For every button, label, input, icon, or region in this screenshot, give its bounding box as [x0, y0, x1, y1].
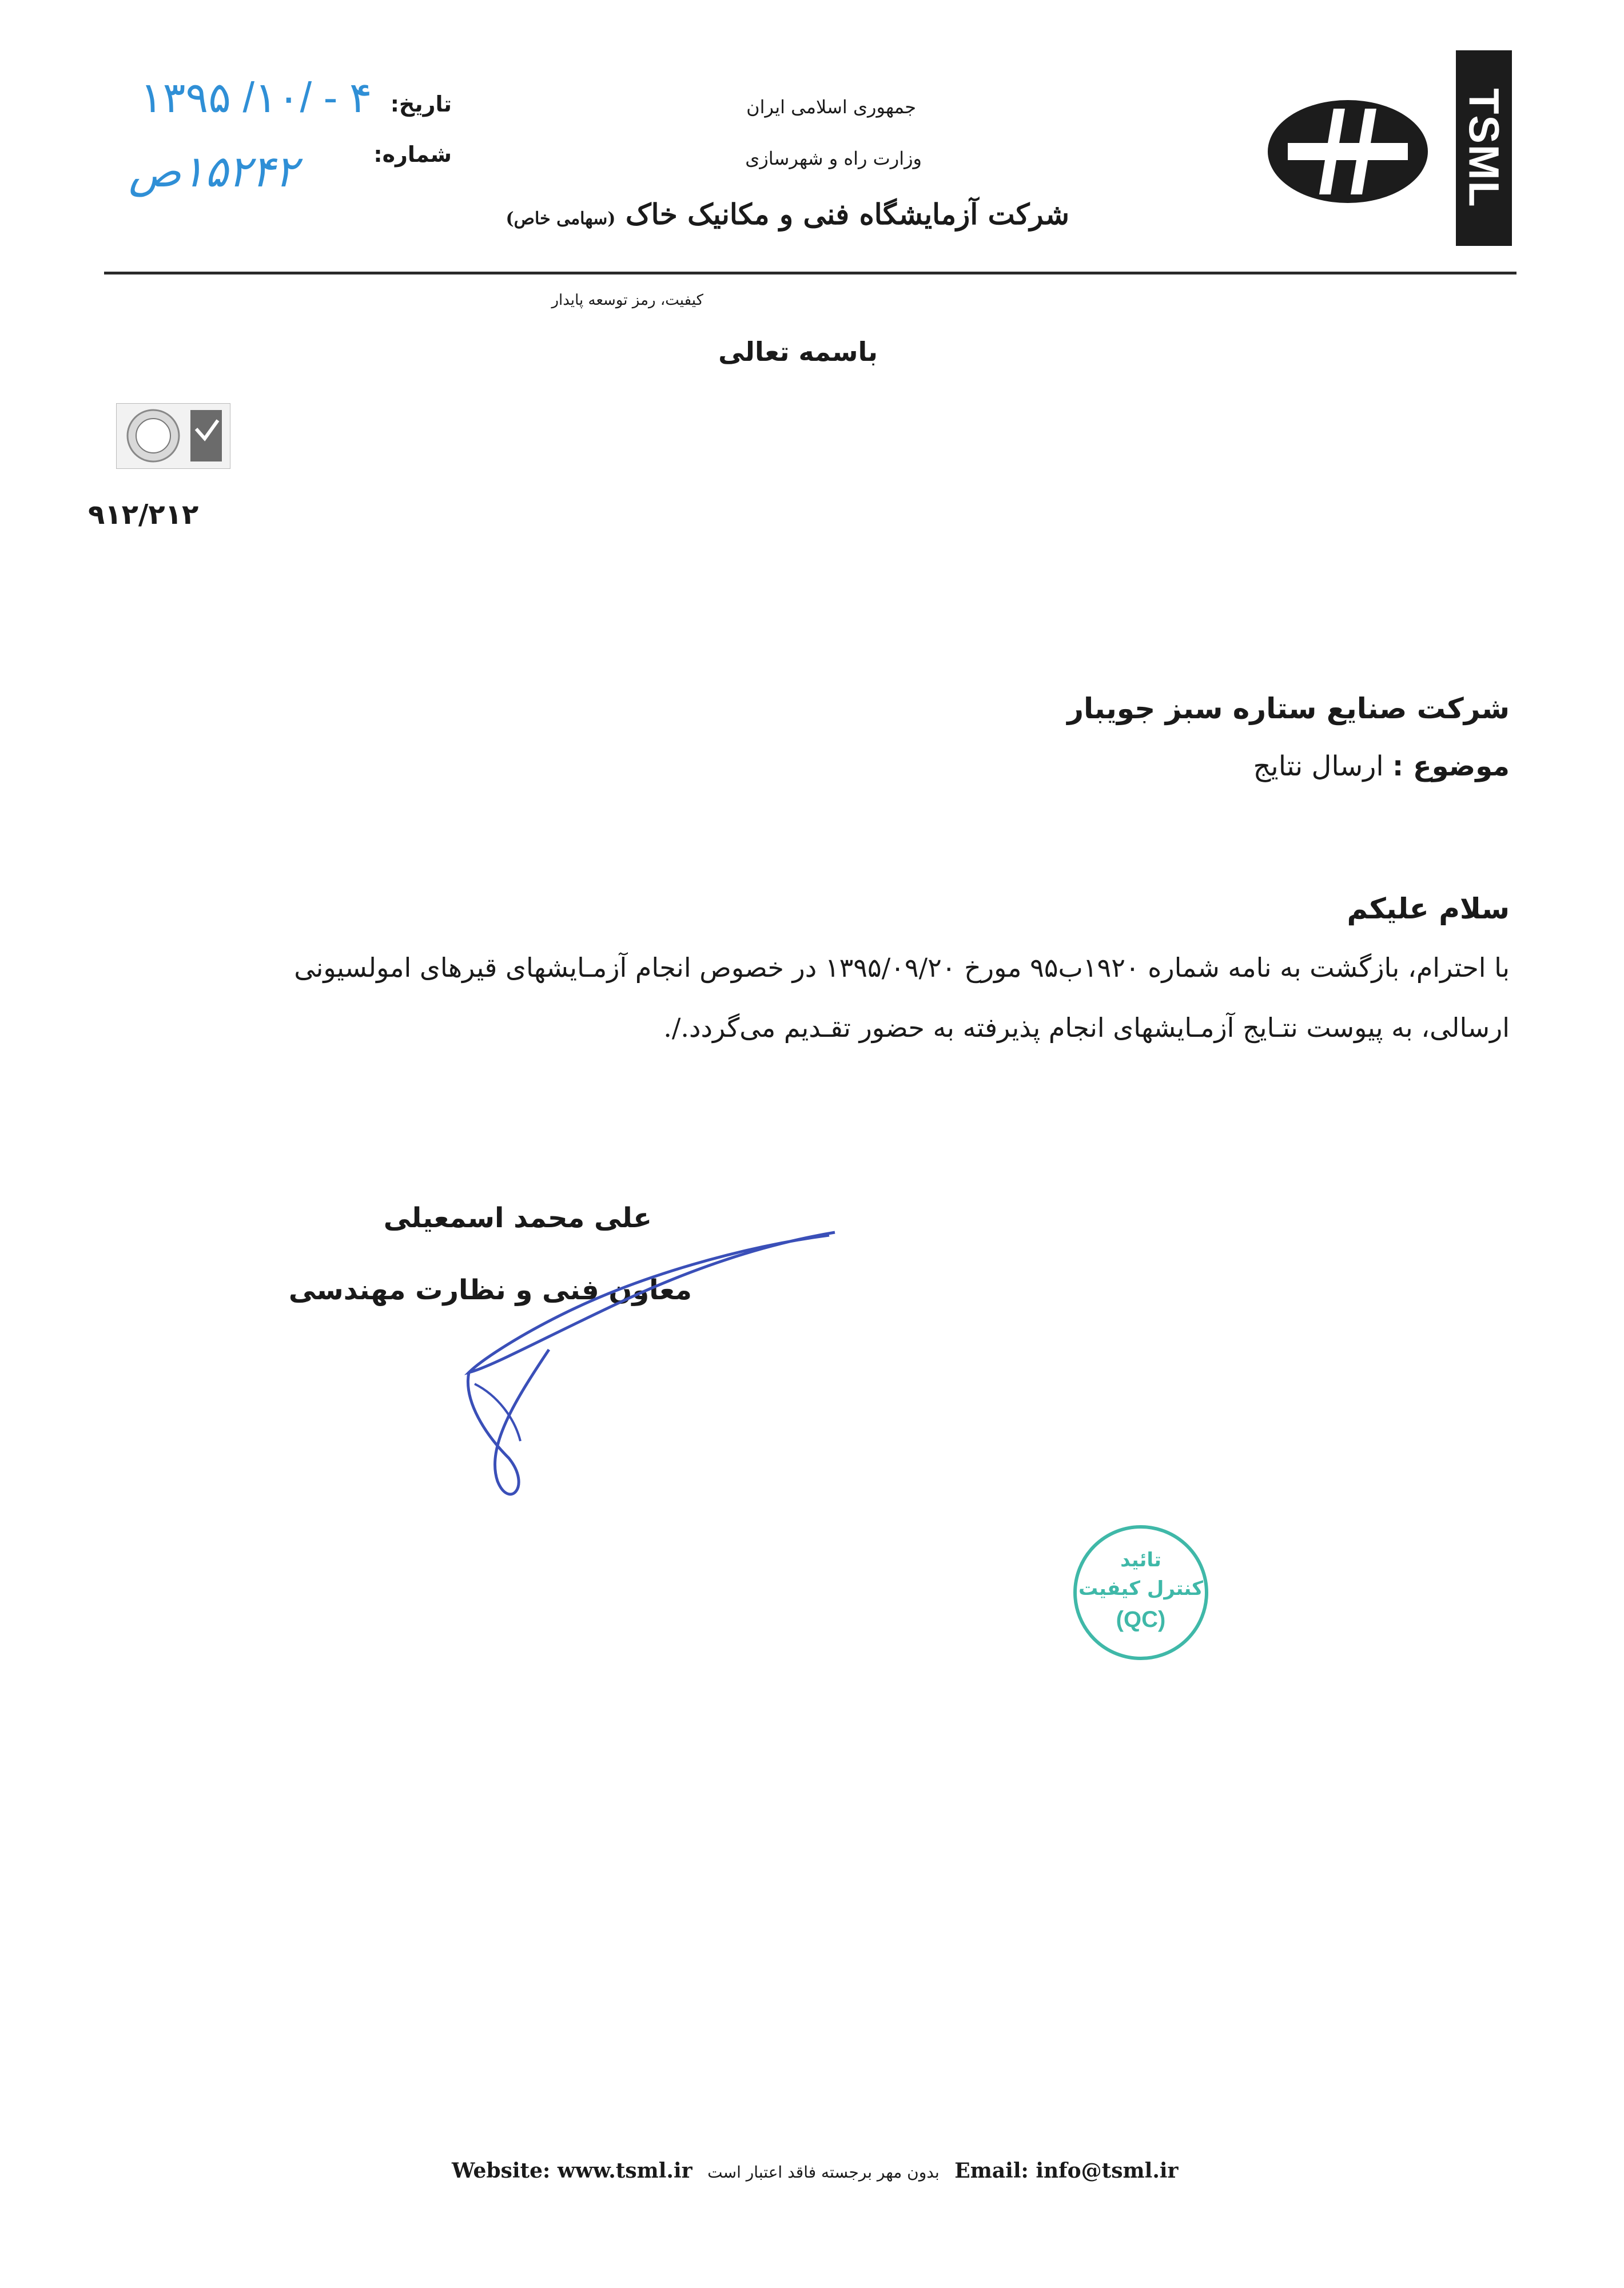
- handwritten-signature-icon: [400, 1212, 846, 1510]
- footer-website: Website: www.tsml.ir: [452, 2159, 692, 2183]
- subject-line: [1253, 750, 1510, 782]
- stamp-line-2: کنترل کیفیت: [1078, 1577, 1203, 1600]
- ministry-line: وزارت راه و شهرسازی: [745, 148, 922, 169]
- company-name: [505, 197, 1069, 231]
- subject-label: موضوع :: [1392, 750, 1510, 782]
- body-paragraph-line-1: با احترام، بازگشت به نامه شماره ۱۹۲۰ب۹۵ مورخ ۱۳۹۵/۰۹/۲۰ در خصوص انجام آزمـایشهای قیرهای امولسیونی: [294, 952, 1510, 983]
- footer: [452, 2159, 1195, 2183]
- stamp-line-3: (QC): [1116, 1607, 1166, 1632]
- header-divider: [104, 272, 1516, 274]
- letter-number-value: ۱۵۲۴۲ص: [129, 146, 298, 197]
- footer-note: بدون مهر برجسته فاقد اعتبار است: [707, 2163, 940, 2182]
- recipient: شرکت صنایع ستاره سبز جویبار: [1067, 692, 1510, 725]
- body-paragraph-line-2: ارسالی، به پیوست نتـایج آزمـایشهای انجام پذیرفته به حضور تقـدیم می‌گردد./.: [663, 1012, 1510, 1043]
- qc-approval-stamp: [1069, 1521, 1212, 1664]
- logo-text: TSML: [1460, 88, 1508, 208]
- republic-line: جمهوری اسلامی ایران: [746, 96, 916, 118]
- date-label: تاریخ:: [390, 91, 452, 117]
- company-name-text: شرکت آزمایشگاه فنی و مکانیک خاک: [625, 197, 1069, 231]
- reference-number: ۹۱۲/۲۱۲: [88, 499, 199, 531]
- stamp-line-1: تائید: [1120, 1549, 1161, 1571]
- number-label: شماره:: [373, 142, 452, 167]
- signer-title: معاون فنی و نظارت مهندسی: [288, 1274, 692, 1306]
- basmala: باسمه تعالی: [718, 336, 878, 367]
- company-logo-badge: [1456, 50, 1512, 246]
- date-value: ۱۳۹۵ /۱۰/ - ۴: [140, 74, 372, 121]
- company-emblem-icon: [1265, 97, 1431, 206]
- signer-name: علی محمد اسمعیلی: [383, 1202, 652, 1234]
- greeting: سلام علیکم: [1347, 892, 1510, 925]
- subject-value: ارسال نتایج: [1253, 750, 1384, 782]
- motto: کیفیت، رمز توسعه پایدار: [551, 292, 703, 309]
- company-type: (سهامی خاص): [505, 209, 616, 229]
- certification-badge-icon: [116, 403, 230, 469]
- footer-email: Email: info@tsml.ir: [954, 2159, 1179, 2183]
